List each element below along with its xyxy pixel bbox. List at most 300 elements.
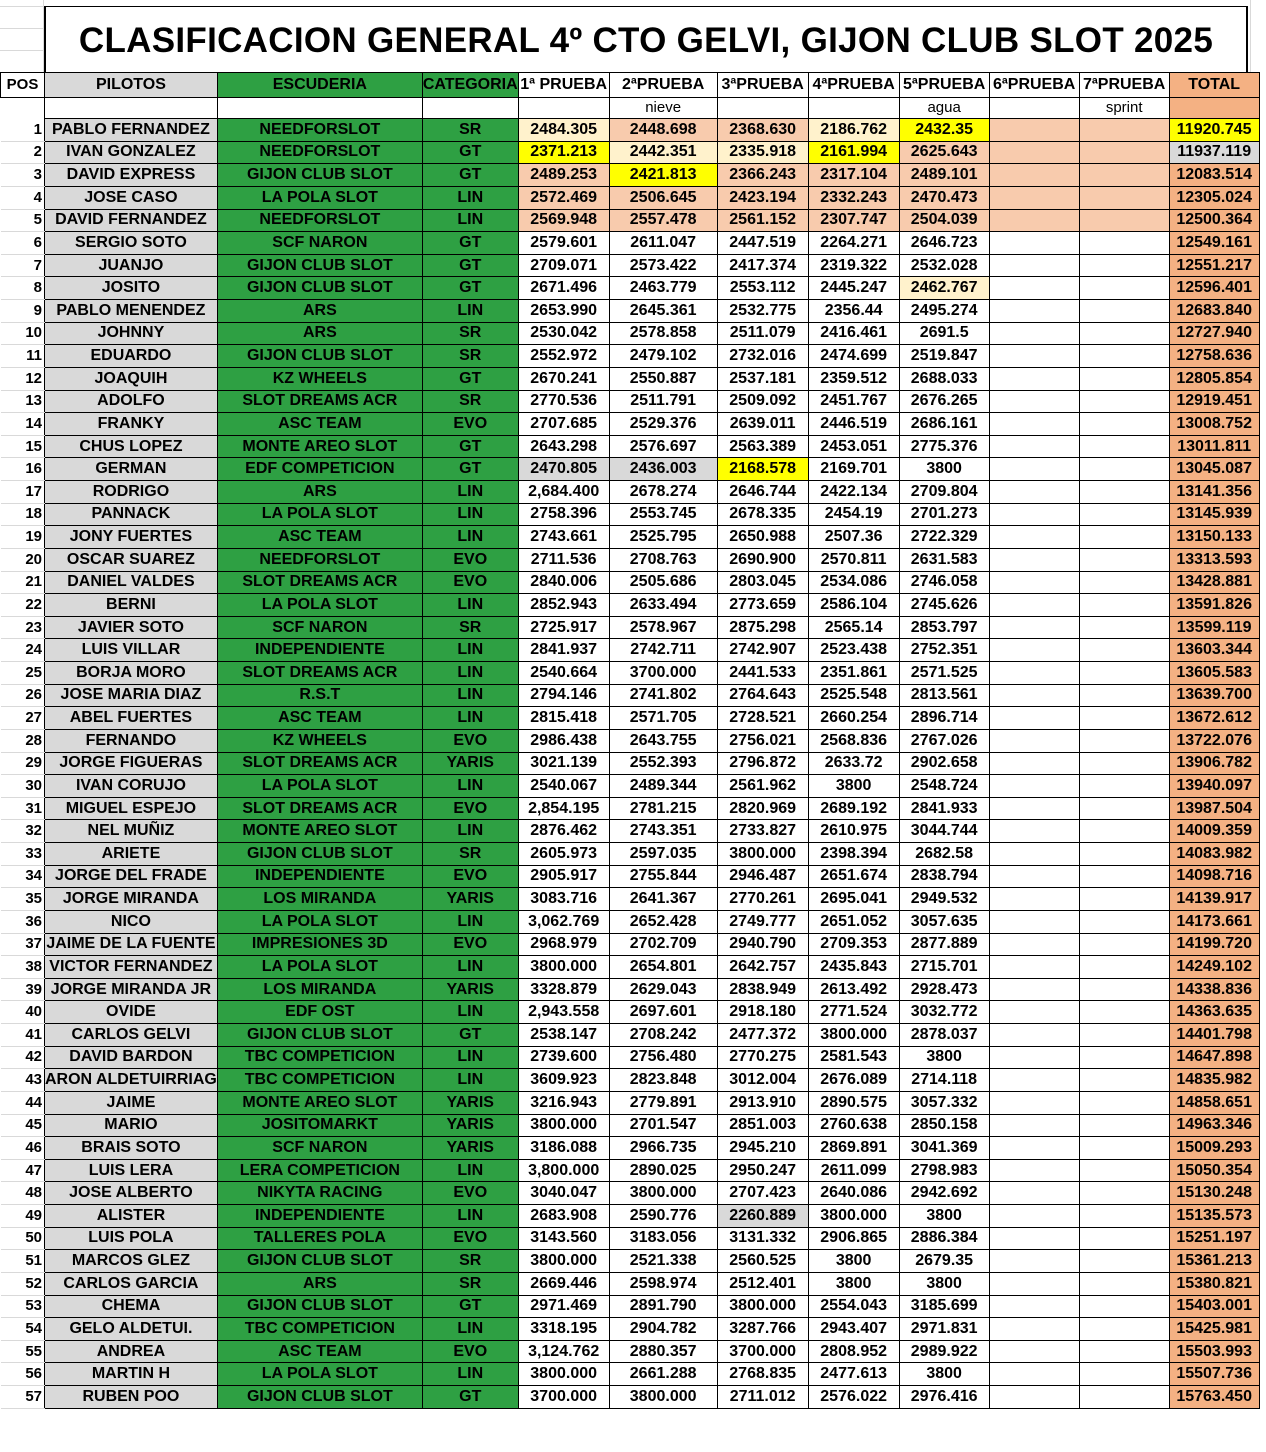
prueba-7-cell[interactable] xyxy=(1079,367,1169,390)
prueba-7-cell[interactable] xyxy=(1079,1137,1169,1160)
position-cell[interactable]: 56 xyxy=(1,1363,45,1386)
prueba-4-cell[interactable]: 2523.438 xyxy=(808,639,899,662)
subheader-cell[interactable]: sprint xyxy=(1079,98,1169,119)
team-cell[interactable]: LOS MIRANDA xyxy=(217,978,422,1001)
prueba-6-cell[interactable] xyxy=(989,910,1079,933)
prueba-7-cell[interactable] xyxy=(1079,1272,1169,1295)
position-cell[interactable]: 30 xyxy=(1,775,45,798)
prueba-3-cell[interactable]: 2770.261 xyxy=(717,888,808,911)
category-cell[interactable]: SR xyxy=(422,119,518,142)
prueba-1-cell[interactable]: 2669.446 xyxy=(518,1272,609,1295)
prueba-6-cell[interactable] xyxy=(989,616,1079,639)
prueba-3-cell[interactable]: 2945.210 xyxy=(717,1137,808,1160)
prueba-3-cell[interactable]: 2773.659 xyxy=(717,594,808,617)
prueba-7-cell[interactable] xyxy=(1079,390,1169,413)
prueba-5-cell[interactable]: 2838.794 xyxy=(899,865,989,888)
prueba-2-cell[interactable]: 2550.887 xyxy=(609,367,717,390)
prueba-6-cell[interactable] xyxy=(989,413,1079,436)
category-cell[interactable]: SR xyxy=(422,322,518,345)
team-cell[interactable]: GIJON CLUB SLOT xyxy=(217,277,422,300)
prueba-6-cell[interactable] xyxy=(989,1386,1079,1409)
prueba-4-cell[interactable]: 2611.099 xyxy=(808,1159,899,1182)
category-cell[interactable]: GT xyxy=(422,164,518,187)
prueba-3-cell[interactable]: 2768.835 xyxy=(717,1363,808,1386)
team-cell[interactable]: GIJON CLUB SLOT xyxy=(217,843,422,866)
team-cell[interactable]: GIJON CLUB SLOT xyxy=(217,1024,422,1047)
pilot-cell[interactable]: JONY FUERTES xyxy=(45,526,218,549)
total-cell[interactable]: 15135.573 xyxy=(1169,1205,1259,1228)
prueba-3-cell[interactable]: 2423.194 xyxy=(717,186,808,209)
position-cell[interactable]: 45 xyxy=(1,1114,45,1137)
prueba-7-cell[interactable] xyxy=(1079,1001,1169,1024)
total-cell[interactable]: 13599.119 xyxy=(1169,616,1259,639)
prueba-6-cell[interactable] xyxy=(989,232,1079,255)
prueba-3-cell[interactable]: 2838.949 xyxy=(717,978,808,1001)
pilot-cell[interactable]: GERMAN xyxy=(45,458,218,481)
prueba-5-cell[interactable]: 2709.804 xyxy=(899,481,989,504)
prueba-7-cell[interactable] xyxy=(1079,1363,1169,1386)
prueba-7-cell[interactable] xyxy=(1079,345,1169,368)
category-cell[interactable]: LIN xyxy=(422,775,518,798)
prueba-5-cell[interactable]: 2767.026 xyxy=(899,729,989,752)
category-cell[interactable]: LIN xyxy=(422,639,518,662)
total-cell[interactable]: 15503.993 xyxy=(1169,1340,1259,1363)
prueba-3-cell[interactable]: 2728.521 xyxy=(717,707,808,730)
prueba-4-cell[interactable]: 2640.086 xyxy=(808,1182,899,1205)
prueba-7-cell[interactable] xyxy=(1079,662,1169,685)
prueba-5-cell[interactable]: 3800 xyxy=(899,1363,989,1386)
prueba-5-cell[interactable]: 2646.723 xyxy=(899,232,989,255)
prueba-6-cell[interactable] xyxy=(989,662,1079,685)
prueba-3-cell[interactable]: 3131.332 xyxy=(717,1227,808,1250)
prueba-1-cell[interactable]: 2484.305 xyxy=(518,119,609,142)
prueba-6-cell[interactable] xyxy=(989,1250,1079,1273)
prueba-1-cell[interactable]: 2876.462 xyxy=(518,820,609,843)
prueba-6-cell[interactable] xyxy=(989,1024,1079,1047)
prueba-7-cell[interactable] xyxy=(1079,1386,1169,1409)
prueba-5-cell[interactable]: 2878.037 xyxy=(899,1024,989,1047)
prueba-4-cell[interactable]: 2445.247 xyxy=(808,277,899,300)
prueba-4-cell[interactable]: 2454.19 xyxy=(808,503,899,526)
prueba-1-cell[interactable]: 3040.047 xyxy=(518,1182,609,1205)
prueba-7-cell[interactable] xyxy=(1079,503,1169,526)
prueba-3-cell[interactable]: 2749.777 xyxy=(717,910,808,933)
prueba-7-cell[interactable] xyxy=(1079,119,1169,142)
total-cell[interactable]: 14199.720 xyxy=(1169,933,1259,956)
pilot-cell[interactable]: BRAIS SOTO xyxy=(45,1137,218,1160)
prueba-6-cell[interactable] xyxy=(989,458,1079,481)
prueba-6-cell[interactable] xyxy=(989,1340,1079,1363)
prueba-1-cell[interactable]: 2643.298 xyxy=(518,435,609,458)
prueba-4-cell[interactable]: 3800 xyxy=(808,1272,899,1295)
prueba-6-cell[interactable] xyxy=(989,752,1079,775)
prueba-7-cell[interactable] xyxy=(1079,164,1169,187)
prueba-6-cell[interactable] xyxy=(989,119,1079,142)
pilot-cell[interactable]: ADOLFO xyxy=(45,390,218,413)
position-cell[interactable]: 47 xyxy=(1,1159,45,1182)
prueba-7-cell[interactable] xyxy=(1079,141,1169,164)
prueba-2-cell[interactable]: 2645.361 xyxy=(609,300,717,323)
prueba-5-cell[interactable]: 2798.983 xyxy=(899,1159,989,1182)
prueba-6-cell[interactable] xyxy=(989,186,1079,209)
team-cell[interactable]: ASC TEAM xyxy=(217,707,422,730)
prueba-5-cell[interactable]: 2679.35 xyxy=(899,1250,989,1273)
prueba-1-cell[interactable]: 3021.139 xyxy=(518,752,609,775)
prueba-1-cell[interactable]: 2709.071 xyxy=(518,254,609,277)
prueba-3-cell[interactable]: 3800.000 xyxy=(717,1295,808,1318)
position-cell[interactable]: 4 xyxy=(1,186,45,209)
prueba-2-cell[interactable]: 2506.645 xyxy=(609,186,717,209)
header-prueba-1[interactable]: 1ª PRUEBA xyxy=(518,73,609,98)
prueba-1-cell[interactable]: 3800.000 xyxy=(518,1250,609,1273)
category-cell[interactable]: EVO xyxy=(422,413,518,436)
category-cell[interactable]: YARIS xyxy=(422,1114,518,1137)
prueba-1-cell[interactable]: 2794.146 xyxy=(518,684,609,707)
position-cell[interactable]: 3 xyxy=(1,164,45,187)
subheader-cell[interactable] xyxy=(1,98,45,119)
prueba-6-cell[interactable] xyxy=(989,1137,1079,1160)
pilot-cell[interactable]: ARIETE xyxy=(45,843,218,866)
team-cell[interactable]: R.S.T xyxy=(217,684,422,707)
prueba-3-cell[interactable]: 2820.969 xyxy=(717,797,808,820)
position-cell[interactable]: 10 xyxy=(1,322,45,345)
prueba-6-cell[interactable] xyxy=(989,209,1079,232)
category-cell[interactable]: EVO xyxy=(422,865,518,888)
prueba-4-cell[interactable]: 2525.548 xyxy=(808,684,899,707)
position-cell[interactable]: 37 xyxy=(1,933,45,956)
prueba-5-cell[interactable]: 2691.5 xyxy=(899,322,989,345)
total-cell[interactable]: 14083.982 xyxy=(1169,843,1259,866)
prueba-4-cell[interactable]: 2398.394 xyxy=(808,843,899,866)
total-cell[interactable]: 12500.364 xyxy=(1169,209,1259,232)
header-escuderia[interactable]: ESCUDERIA xyxy=(217,73,422,98)
position-cell[interactable]: 2 xyxy=(1,141,45,164)
prueba-1-cell[interactable]: 3800.000 xyxy=(518,1114,609,1137)
category-cell[interactable]: SR xyxy=(422,843,518,866)
prueba-3-cell[interactable]: 2563.389 xyxy=(717,435,808,458)
prueba-1-cell[interactable]: 2986.438 xyxy=(518,729,609,752)
prueba-5-cell[interactable]: 2752.351 xyxy=(899,639,989,662)
prueba-5-cell[interactable]: 2682.58 xyxy=(899,843,989,866)
team-cell[interactable]: ARS xyxy=(217,300,422,323)
prueba-4-cell[interactable]: 3800 xyxy=(808,1250,899,1273)
prueba-6-cell[interactable] xyxy=(989,277,1079,300)
prueba-2-cell[interactable]: 2781.215 xyxy=(609,797,717,820)
prueba-7-cell[interactable] xyxy=(1079,1227,1169,1250)
prueba-2-cell[interactable]: 2578.858 xyxy=(609,322,717,345)
team-cell[interactable]: SLOT DREAMS ACR xyxy=(217,390,422,413)
prueba-2-cell[interactable]: 3800.000 xyxy=(609,1182,717,1205)
team-cell[interactable]: NIKYTA RACING xyxy=(217,1182,422,1205)
header-categoria[interactable]: CATEGORIA xyxy=(422,73,518,98)
position-cell[interactable]: 46 xyxy=(1,1137,45,1160)
total-cell[interactable]: 13141.356 xyxy=(1169,481,1259,504)
prueba-1-cell[interactable]: 3186.088 xyxy=(518,1137,609,1160)
prueba-5-cell[interactable]: 2688.033 xyxy=(899,367,989,390)
prueba-5-cell[interactable]: 3185.699 xyxy=(899,1295,989,1318)
prueba-6-cell[interactable] xyxy=(989,300,1079,323)
pilot-cell[interactable]: LUIS LERA xyxy=(45,1159,218,1182)
prueba-2-cell[interactable]: 2652.428 xyxy=(609,910,717,933)
prueba-2-cell[interactable]: 2505.686 xyxy=(609,571,717,594)
category-cell[interactable]: LIN xyxy=(422,1046,518,1069)
pilot-cell[interactable]: JAIME DE LA FUENTE xyxy=(45,933,218,956)
prueba-1-cell[interactable]: 2579.601 xyxy=(518,232,609,255)
prueba-2-cell[interactable]: 2611.047 xyxy=(609,232,717,255)
prueba-5-cell[interactable]: 2714.118 xyxy=(899,1069,989,1092)
total-cell[interactable]: 12919.451 xyxy=(1169,390,1259,413)
prueba-3-cell[interactable]: 2742.907 xyxy=(717,639,808,662)
prueba-5-cell[interactable]: 2902.658 xyxy=(899,752,989,775)
pilot-cell[interactable]: JAIME xyxy=(45,1091,218,1114)
prueba-6-cell[interactable] xyxy=(989,1205,1079,1228)
prueba-2-cell[interactable]: 2573.422 xyxy=(609,254,717,277)
prueba-6-cell[interactable] xyxy=(989,775,1079,798)
prueba-3-cell[interactable]: 2690.900 xyxy=(717,548,808,571)
pilot-cell[interactable]: NICO xyxy=(45,910,218,933)
total-cell[interactable]: 12727.940 xyxy=(1169,322,1259,345)
prueba-2-cell[interactable]: 2823.848 xyxy=(609,1069,717,1092)
team-cell[interactable]: MONTE AREO SLOT xyxy=(217,435,422,458)
total-cell[interactable]: 14098.716 xyxy=(1169,865,1259,888)
prueba-7-cell[interactable] xyxy=(1079,775,1169,798)
prueba-4-cell[interactable]: 2307.747 xyxy=(808,209,899,232)
position-cell[interactable]: 16 xyxy=(1,458,45,481)
position-cell[interactable]: 43 xyxy=(1,1069,45,1092)
prueba-2-cell[interactable]: 2756.480 xyxy=(609,1046,717,1069)
position-cell[interactable]: 9 xyxy=(1,300,45,323)
position-cell[interactable]: 21 xyxy=(1,571,45,594)
prueba-5-cell[interactable]: 2532.028 xyxy=(899,254,989,277)
prueba-3-cell[interactable]: 2732.016 xyxy=(717,345,808,368)
prueba-2-cell[interactable]: 2442.351 xyxy=(609,141,717,164)
prueba-5-cell[interactable]: 2715.701 xyxy=(899,956,989,979)
prueba-4-cell[interactable]: 2534.086 xyxy=(808,571,899,594)
prueba-5-cell[interactable]: 2722.329 xyxy=(899,526,989,549)
prueba-4-cell[interactable]: 2477.613 xyxy=(808,1363,899,1386)
total-cell[interactable]: 13639.700 xyxy=(1169,684,1259,707)
prueba-3-cell[interactable]: 2796.872 xyxy=(717,752,808,775)
pilot-cell[interactable]: CHUS LOPEZ xyxy=(45,435,218,458)
prueba-5-cell[interactable]: 2853.797 xyxy=(899,616,989,639)
pilot-cell[interactable]: JORGE DEL FRADE xyxy=(45,865,218,888)
total-cell[interactable]: 15763.450 xyxy=(1169,1386,1259,1409)
prueba-1-cell[interactable]: 2538.147 xyxy=(518,1024,609,1047)
position-cell[interactable]: 15 xyxy=(1,435,45,458)
prueba-7-cell[interactable] xyxy=(1079,1024,1169,1047)
pilot-cell[interactable]: PABLO FERNANDEZ xyxy=(45,119,218,142)
prueba-6-cell[interactable] xyxy=(989,707,1079,730)
team-cell[interactable]: GIJON CLUB SLOT xyxy=(217,1295,422,1318)
prueba-4-cell[interactable]: 2554.043 xyxy=(808,1295,899,1318)
prueba-7-cell[interactable] xyxy=(1079,413,1169,436)
prueba-2-cell[interactable]: 3800.000 xyxy=(609,1386,717,1409)
category-cell[interactable]: SR xyxy=(422,390,518,413)
prueba-3-cell[interactable]: 2803.045 xyxy=(717,571,808,594)
prueba-1-cell[interactable]: 2905.917 xyxy=(518,865,609,888)
prueba-2-cell[interactable]: 2890.025 xyxy=(609,1159,717,1182)
total-cell[interactable]: 14338.836 xyxy=(1169,978,1259,1001)
pilot-cell[interactable]: JUANJO xyxy=(45,254,218,277)
prueba-6-cell[interactable] xyxy=(989,1046,1079,1069)
team-cell[interactable]: GIJON CLUB SLOT xyxy=(217,254,422,277)
prueba-1-cell[interactable]: 2841.937 xyxy=(518,639,609,662)
prueba-1-cell[interactable]: 2852.943 xyxy=(518,594,609,617)
prueba-1-cell[interactable]: 2770.536 xyxy=(518,390,609,413)
prueba-3-cell[interactable]: 3800.000 xyxy=(717,843,808,866)
prueba-5-cell[interactable]: 2462.767 xyxy=(899,277,989,300)
prueba-3-cell[interactable]: 2477.372 xyxy=(717,1024,808,1047)
header-pos[interactable]: POS xyxy=(1,73,45,98)
category-cell[interactable]: LIN xyxy=(422,209,518,232)
total-cell[interactable]: 13008.752 xyxy=(1169,413,1259,436)
prueba-1-cell[interactable]: 2605.973 xyxy=(518,843,609,866)
prueba-6-cell[interactable] xyxy=(989,888,1079,911)
prueba-6-cell[interactable] xyxy=(989,390,1079,413)
prueba-4-cell[interactable]: 2319.322 xyxy=(808,254,899,277)
prueba-1-cell[interactable]: 3143.560 xyxy=(518,1227,609,1250)
total-cell[interactable]: 13011.811 xyxy=(1169,435,1259,458)
subheader-cell[interactable] xyxy=(717,98,808,119)
prueba-6-cell[interactable] xyxy=(989,435,1079,458)
prueba-1-cell[interactable]: 2739.600 xyxy=(518,1046,609,1069)
pilot-cell[interactable]: MARIO xyxy=(45,1114,218,1137)
team-cell[interactable]: EDF COMPETICION xyxy=(217,458,422,481)
team-cell[interactable]: ARS xyxy=(217,481,422,504)
prueba-3-cell[interactable]: 2532.775 xyxy=(717,300,808,323)
prueba-7-cell[interactable] xyxy=(1079,1250,1169,1273)
category-cell[interactable]: LIN xyxy=(422,662,518,685)
prueba-6-cell[interactable] xyxy=(989,594,1079,617)
prueba-6-cell[interactable] xyxy=(989,797,1079,820)
prueba-2-cell[interactable]: 2553.745 xyxy=(609,503,717,526)
total-cell[interactable]: 14363.635 xyxy=(1169,1001,1259,1024)
prueba-4-cell[interactable]: 2771.524 xyxy=(808,1001,899,1024)
prueba-7-cell[interactable] xyxy=(1079,435,1169,458)
prueba-3-cell[interactable]: 2642.757 xyxy=(717,956,808,979)
total-cell[interactable]: 13603.344 xyxy=(1169,639,1259,662)
position-cell[interactable]: 55 xyxy=(1,1340,45,1363)
team-cell[interactable]: NEEDFORSLOT xyxy=(217,548,422,571)
prueba-6-cell[interactable] xyxy=(989,164,1079,187)
position-cell[interactable]: 23 xyxy=(1,616,45,639)
prueba-3-cell[interactable]: 2511.079 xyxy=(717,322,808,345)
prueba-5-cell[interactable]: 2746.058 xyxy=(899,571,989,594)
team-cell[interactable]: LA POLA SLOT xyxy=(217,503,422,526)
category-cell[interactable]: GT xyxy=(422,277,518,300)
category-cell[interactable]: GT xyxy=(422,367,518,390)
team-cell[interactable]: GIJON CLUB SLOT xyxy=(217,1250,422,1273)
prueba-7-cell[interactable] xyxy=(1079,639,1169,662)
prueba-6-cell[interactable] xyxy=(989,684,1079,707)
total-cell[interactable]: 11937.119 xyxy=(1169,141,1259,164)
prueba-7-cell[interactable] xyxy=(1079,684,1169,707)
prueba-2-cell[interactable]: 2743.351 xyxy=(609,820,717,843)
team-cell[interactable]: LA POLA SLOT xyxy=(217,956,422,979)
prueba-7-cell[interactable] xyxy=(1079,1114,1169,1137)
prueba-3-cell[interactable]: 2447.519 xyxy=(717,232,808,255)
team-cell[interactable]: JOSITOMARKT xyxy=(217,1114,422,1137)
team-cell[interactable]: ARS xyxy=(217,1272,422,1295)
prueba-5-cell[interactable]: 3800 xyxy=(899,1205,989,1228)
prueba-6-cell[interactable] xyxy=(989,141,1079,164)
prueba-2-cell[interactable]: 2576.697 xyxy=(609,435,717,458)
prueba-1-cell[interactable]: 2758.396 xyxy=(518,503,609,526)
prueba-7-cell[interactable] xyxy=(1079,526,1169,549)
prueba-5-cell[interactable]: 2813.561 xyxy=(899,684,989,707)
team-cell[interactable]: SCF NARON xyxy=(217,232,422,255)
prueba-1-cell[interactable]: 2,854.195 xyxy=(518,797,609,820)
prueba-1-cell[interactable]: 2371.213 xyxy=(518,141,609,164)
pilot-cell[interactable]: CHEMA xyxy=(45,1295,218,1318)
prueba-3-cell[interactable]: 2335.918 xyxy=(717,141,808,164)
prueba-7-cell[interactable] xyxy=(1079,1340,1169,1363)
pilot-cell[interactable]: JORGE FIGUERAS xyxy=(45,752,218,775)
prueba-4-cell[interactable]: 2676.089 xyxy=(808,1069,899,1092)
prueba-1-cell[interactable]: 3800.000 xyxy=(518,1363,609,1386)
team-cell[interactable]: SCF NARON xyxy=(217,616,422,639)
total-cell[interactable]: 15425.981 xyxy=(1169,1318,1259,1341)
prueba-2-cell[interactable]: 2661.288 xyxy=(609,1363,717,1386)
total-cell[interactable]: 13045.087 xyxy=(1169,458,1259,481)
prueba-4-cell[interactable]: 2356.44 xyxy=(808,300,899,323)
prueba-3-cell[interactable]: 2561.152 xyxy=(717,209,808,232)
prueba-1-cell[interactable]: 3800.000 xyxy=(518,956,609,979)
prueba-7-cell[interactable] xyxy=(1079,1091,1169,1114)
category-cell[interactable]: LIN xyxy=(422,1363,518,1386)
prueba-2-cell[interactable]: 3183.056 xyxy=(609,1227,717,1250)
category-cell[interactable]: EVO xyxy=(422,1340,518,1363)
team-cell[interactable]: TALLERES POLA xyxy=(217,1227,422,1250)
prueba-2-cell[interactable]: 2966.735 xyxy=(609,1137,717,1160)
subheader-cell[interactable] xyxy=(808,98,899,119)
prueba-1-cell[interactable]: 2,684.400 xyxy=(518,481,609,504)
category-cell[interactable]: SR xyxy=(422,616,518,639)
prueba-4-cell[interactable]: 2760.638 xyxy=(808,1114,899,1137)
prueba-7-cell[interactable] xyxy=(1079,752,1169,775)
prueba-2-cell[interactable]: 2755.844 xyxy=(609,865,717,888)
position-cell[interactable]: 42 xyxy=(1,1046,45,1069)
prueba-2-cell[interactable]: 2891.790 xyxy=(609,1295,717,1318)
prueba-5-cell[interactable]: 2631.583 xyxy=(899,548,989,571)
category-cell[interactable]: LIN xyxy=(422,186,518,209)
prueba-4-cell[interactable]: 2422.134 xyxy=(808,481,899,504)
prueba-1-cell[interactable]: 3216.943 xyxy=(518,1091,609,1114)
team-cell[interactable]: NEEDFORSLOT xyxy=(217,209,422,232)
team-cell[interactable]: LA POLA SLOT xyxy=(217,775,422,798)
category-cell[interactable]: LIN xyxy=(422,300,518,323)
prueba-2-cell[interactable]: 2702.709 xyxy=(609,933,717,956)
position-cell[interactable]: 28 xyxy=(1,729,45,752)
team-cell[interactable]: LERA COMPETICION xyxy=(217,1159,422,1182)
pilot-cell[interactable]: ARON ALDETUIRRIAG xyxy=(45,1069,218,1092)
prueba-5-cell[interactable]: 2989.922 xyxy=(899,1340,989,1363)
prueba-2-cell[interactable]: 2629.043 xyxy=(609,978,717,1001)
prueba-2-cell[interactable]: 2521.338 xyxy=(609,1250,717,1273)
prueba-3-cell[interactable]: 2509.092 xyxy=(717,390,808,413)
prueba-5-cell[interactable]: 2548.724 xyxy=(899,775,989,798)
team-cell[interactable]: GIJON CLUB SLOT xyxy=(217,1386,422,1409)
prueba-1-cell[interactable]: 3328.879 xyxy=(518,978,609,1001)
prueba-6-cell[interactable] xyxy=(989,1182,1079,1205)
header-total[interactable]: TOTAL xyxy=(1169,73,1259,98)
position-cell[interactable]: 5 xyxy=(1,209,45,232)
prueba-2-cell[interactable]: 2654.801 xyxy=(609,956,717,979)
team-cell[interactable]: SLOT DREAMS ACR xyxy=(217,797,422,820)
position-cell[interactable]: 1 xyxy=(1,119,45,142)
prueba-7-cell[interactable] xyxy=(1079,254,1169,277)
prueba-7-cell[interactable] xyxy=(1079,729,1169,752)
